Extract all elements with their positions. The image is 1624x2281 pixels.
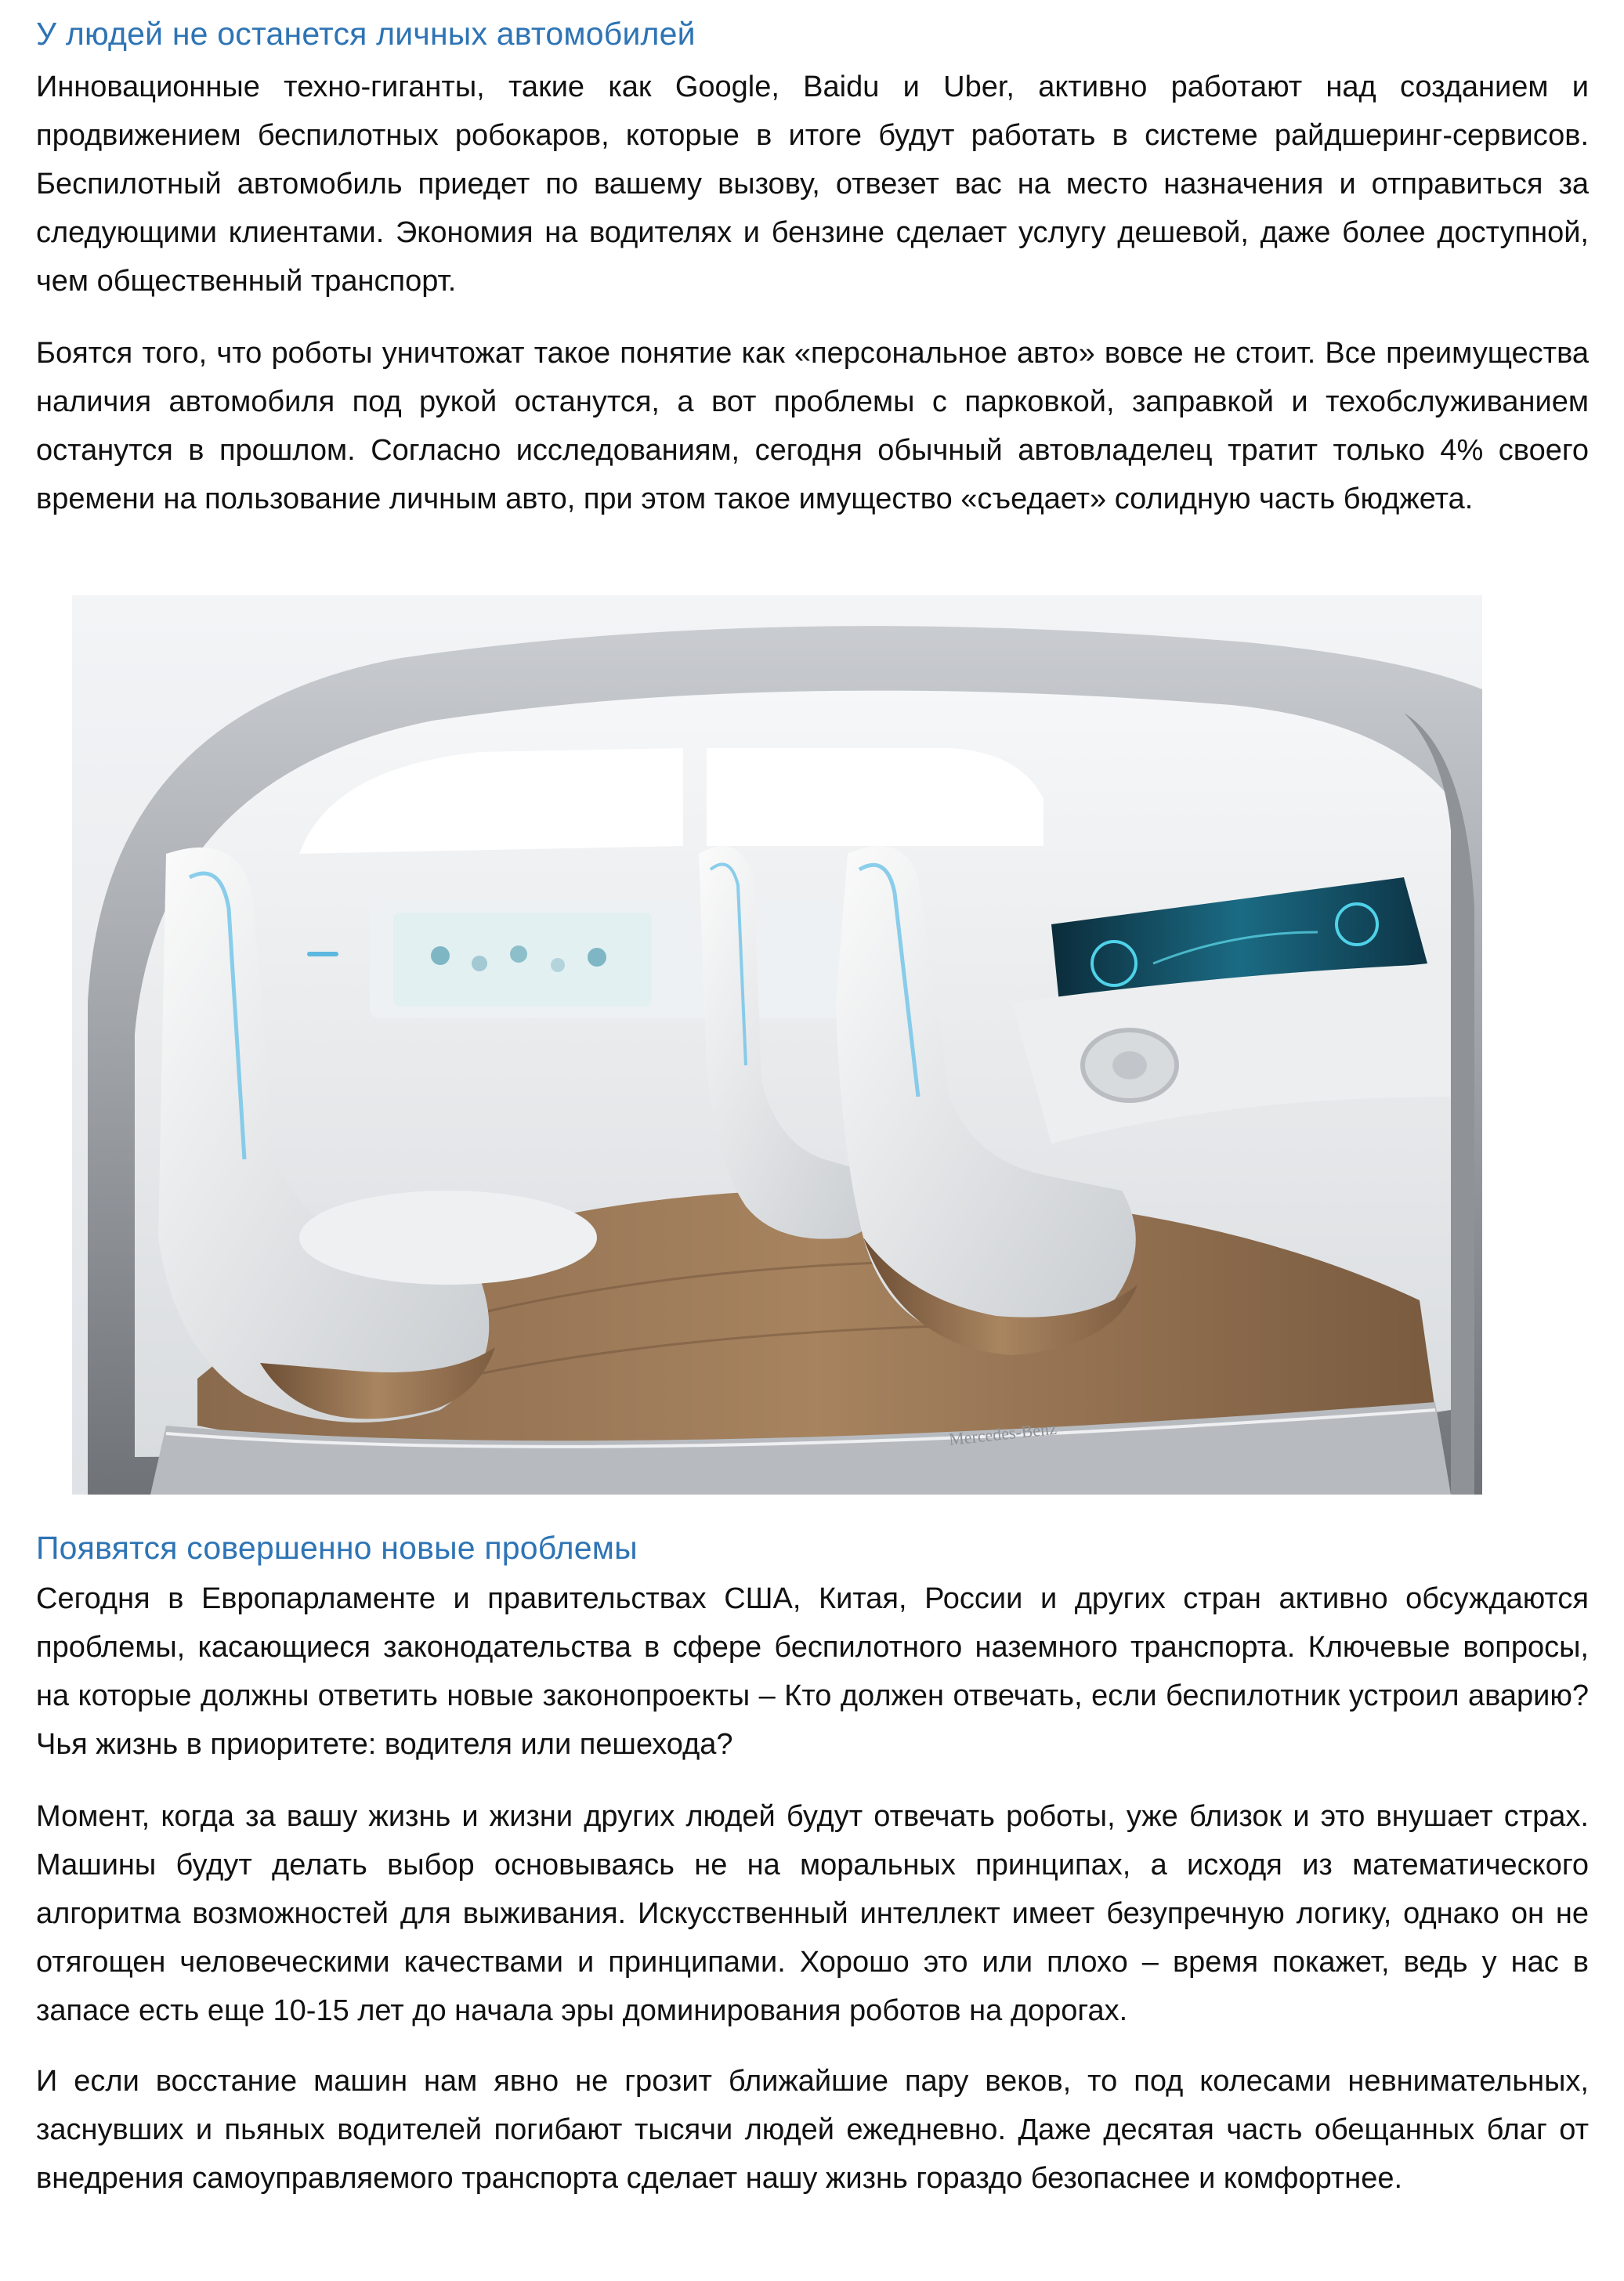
- paragraph-robots-responsibility: Момент, когда за вашу жизнь и жизни других людей будут отвечать роботы, уже близок и это внушает страх. Машины будут делать выбор основываясь не на моральных принципах, а исходя из математического алгоритма возможностей для выживания. Искусственный интеллект имеет безупречную логику, однако он не отягощен человеческими качествами и принципами. Хорошо это или плохо – время покажет, ведь у нас в запасе есть еще 10-15 лет до начала эры доминирования роботов на дорогах.: [36, 1800, 1589, 2027]
- sill-badge-text: Mercedes-Benz: [947, 1418, 1058, 1449]
- section-heading-private-cars: У людей не останется личных автомобилей: [36, 16, 696, 52]
- car-interior-photo: [72, 595, 1482, 1495]
- paragraph-personal-auto: Боятся того, что роботы уничтожат такое понятие как «персональное авто» вовсе не стоит. Все преимущества наличия автомобиля под рукой останутся, а вот проблемы с парковкой, заправкой и техобслуживанием останутся в прошлом. Согласно исследованиям, сегодня обычный автовладелец тратит только 4% своего времени на пользование личным авто, при этом такое имущество «съедает» солидную часть бюджета.: [36, 337, 1589, 515]
- paragraph-legislation: Сегодня в Европарламенте и правительствах США, Китая, России и других стран активно обсуждаются проблемы, касающиеся законодательства в сфере беспилотного наземного транспорта. Ключевые вопросы, на которые должны ответить новые законопроекты – Кто должен отвечать, если беспилотник устроил аварию? Чья жизнь в приоритете: водителя или пешехода?: [36, 1582, 1589, 1761]
- paragraph-safety: И если восстание машин нам явно не грозит ближайшие пару веков, то под колесами невнимательных, заснувших и пьяных водителей погибают тысячи людей ежедневно. Даже десятая часть обещанных благ от внедрения самоуправляемого транспорта сделает нашу жизнь гораздо безопаснее и комфортнее.: [36, 2065, 1589, 2195]
- section-heading-new-problems: Появятся совершенно новые проблемы: [36, 1530, 638, 1566]
- paragraph-tech-giants: Инновационные техно-гиганты, такие как Google, Baidu и Uber, активно работают над созданием и продвижением беспилотных робокаров, которые в итоге будут работать в системе райдшеринг-сервисов. Беспилотный автомобиль приедет по вашему вызову, отвезет вас на место назначения и отправиться за следующими клиентами. Экономия на водителях и бензине сделает услугу дешевой, даже более доступной, чем общественный транспорт.: [36, 70, 1589, 298]
